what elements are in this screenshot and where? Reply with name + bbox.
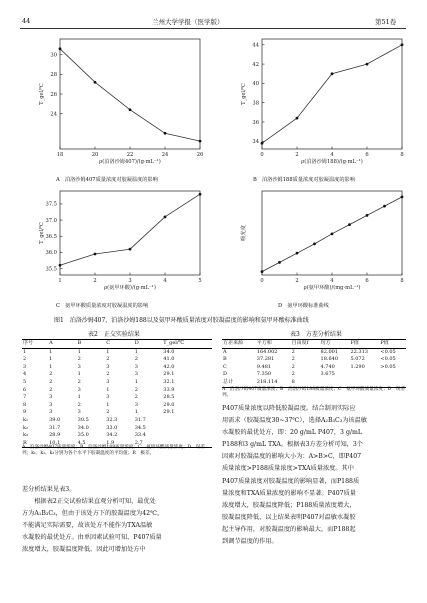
data-point: [278, 261, 281, 264]
y-tick-label: 26: [50, 91, 57, 98]
table3-header-cell: 平方和: [256, 340, 291, 349]
data-point: [199, 193, 202, 196]
data-point: [261, 270, 264, 273]
table2-cell: 2: [134, 356, 138, 363]
panel-a-caption: A 泊洛沙姆407质量浓度对胶凝温度的影响: [56, 177, 158, 183]
table2-cell: 1: [77, 394, 81, 401]
table3-row: [222, 364, 406, 372]
table2-header-cell: A: [48, 340, 77, 349]
table3-cell: 总计: [222, 379, 256, 387]
data-point: [401, 195, 404, 198]
table2-cell: 2: [77, 401, 81, 408]
chart-panel-a: [20, 33, 215, 183]
table2-cell: k₁: [23, 416, 29, 423]
x-tick-label: 3: [128, 278, 132, 284]
table2-cell: 3: [77, 363, 81, 370]
data-point: [129, 248, 132, 251]
table2-row: [22, 417, 212, 425]
y-tick-label: 24: [50, 111, 57, 118]
table3-cell: [320, 379, 350, 387]
right-paragraph: [222, 403, 412, 548]
table2-cell: 3: [77, 409, 81, 416]
table2-cell: 33.9: [163, 386, 175, 393]
table2-cell: 31.7: [134, 416, 146, 423]
table2-cell: 42.0: [163, 363, 175, 370]
right-text-line: 到调节温度的作用。: [222, 538, 278, 546]
chart-panel-b: [222, 33, 417, 183]
table3-cell: 1.290: [350, 363, 365, 370]
table3-cell: <0.05: [380, 356, 396, 363]
data-point: [366, 63, 369, 66]
table2-cell: 3: [49, 394, 53, 401]
data-point: [59, 47, 62, 50]
y-tick-label: 30: [50, 52, 57, 59]
y-tick-label: 28: [50, 72, 57, 79]
x-tick-label: 4: [163, 278, 167, 284]
table2-cell: 34.0: [163, 348, 175, 355]
left-text-line: 浓度增大，胶凝温度降低，因此可增加处方中: [22, 546, 146, 554]
x-tick-label: 5: [198, 278, 202, 284]
right-text-line: 水凝胶的最优处方，即：20 g/mL P407，3 g/mL: [222, 429, 362, 437]
table3-cell: 164.002: [256, 348, 278, 355]
data-point: [164, 132, 167, 135]
data-point: [348, 223, 351, 226]
table2-cell: 5: [23, 378, 27, 385]
x-tick-label: 2: [295, 278, 299, 284]
table2-header-cell: T_gel/℃: [162, 340, 212, 349]
table2-cell: 3: [106, 363, 110, 370]
y-axis-label: T_gel/℃: [39, 222, 45, 244]
x-axis-label: ρ(泊洛沙姆188)/(g·mL⁻¹): [301, 159, 363, 165]
y-axis-label: 吸光度: [241, 225, 247, 241]
table3-cell: [349, 379, 379, 387]
chart-panel-c: [20, 185, 215, 307]
y-tick-label: 34: [252, 139, 259, 146]
chart-panel-d: [222, 185, 417, 307]
table2-cell: 29.1: [163, 409, 175, 416]
table3-cell: 18.640: [320, 356, 339, 363]
table2-row: [22, 379, 212, 387]
table3-cell: [379, 379, 406, 387]
table2-cell: 2: [106, 371, 110, 378]
data-point: [383, 205, 386, 208]
table2-header-cell: 序号: [22, 340, 48, 349]
table2-title: 表2 正交实验结果: [88, 331, 140, 338]
table2-cell: 33.0: [106, 424, 118, 431]
series-line: [60, 194, 200, 265]
panel-c-caption: C 氨甲环酸质量浓度对胶凝温度的影响: [56, 303, 149, 309]
table3-cell: <0.05: [380, 348, 396, 355]
table3-cell: [379, 371, 406, 379]
x-tick-label: 2: [295, 152, 299, 158]
table2-cell: 31.7: [49, 424, 61, 431]
data-point: [296, 117, 299, 120]
table3-cell: C: [223, 363, 227, 370]
x-tick-label: 8: [400, 278, 404, 284]
figure-caption: 图1 泊洛沙姆407、泊洛沙姆188以及氨甲环酸质量浓度对胶凝温度的影响和氨甲环酸标准曲线: [54, 317, 309, 324]
table2-cell: 1.9: [105, 440, 134, 448]
table2-cell: k₂: [23, 424, 29, 431]
y-tick-label: 37.5: [45, 201, 57, 208]
table3-cell: 7.350: [256, 371, 272, 378]
right-text-line: P407质量浓度对胶凝温度的影响显著，而P188质: [222, 477, 360, 485]
plot-frame: [60, 39, 200, 149]
table2-cell: 32.1: [163, 378, 175, 385]
table2-row: [22, 387, 212, 395]
table2-cell: 1: [106, 401, 110, 408]
data-point: [331, 232, 334, 235]
table2-row: [22, 402, 212, 410]
table2-header-cell: C: [105, 340, 134, 349]
table3-cell: 9.481: [256, 363, 272, 370]
table3-cell: 22.313: [350, 348, 368, 355]
panel-b-caption: B 泊洛沙姆188质量浓度对胶凝温度的影响: [253, 177, 355, 183]
table3-note: A 泊洛沙姆407质量浓度；B 泊洛沙姆188质量浓度；C 氨甲环酸质量浓度；D 误差列。: [222, 387, 406, 399]
table2-cell: 1: [49, 356, 53, 363]
y-axis-label: T_gel/℃: [39, 83, 45, 105]
table2-cell: 9: [23, 409, 27, 416]
table3-row: [222, 356, 406, 364]
table2-cell: 1: [134, 348, 138, 355]
y-tick-label: 37.0: [45, 217, 57, 224]
x-tick-label: 8: [400, 152, 404, 158]
series-line: [262, 45, 402, 143]
table3-cell: 3.675: [320, 371, 335, 378]
table3-cell: 2: [291, 356, 295, 363]
y-tick-label: 40: [252, 81, 259, 88]
table2-cell: 32.3: [106, 416, 118, 423]
data-point: [59, 264, 62, 267]
table2-cell: 2: [49, 371, 53, 378]
x-tick-label: 24: [161, 152, 169, 158]
x-tick-label: 22: [126, 152, 134, 158]
y-tick-label: 36: [252, 119, 259, 126]
table3-cell: D: [223, 371, 228, 378]
table2-cell: 3: [23, 363, 27, 370]
table3-header-cell: P值: [379, 340, 406, 349]
table2-cell: 4: [23, 371, 27, 378]
table2-cell: 28.5: [163, 394, 175, 401]
x-tick-label: 26: [196, 152, 204, 158]
table2-cell: 10.1: [48, 440, 77, 448]
table2-cell: k₃: [23, 432, 29, 439]
table2-cell: 29.1: [163, 371, 175, 378]
table2-cell: 6: [23, 386, 27, 393]
table3-cell: 2: [291, 363, 295, 370]
data-point: [199, 140, 202, 143]
data-point: [296, 252, 299, 255]
table2-cell: 4.5: [77, 440, 106, 448]
table3-row: [222, 379, 406, 387]
y-tick-label: 36.0: [45, 250, 57, 257]
table3-cell: 4.740: [320, 363, 335, 370]
table2-cell: 1: [134, 409, 138, 416]
table2-cell: 35.0: [77, 432, 89, 439]
table2-row: [22, 409, 212, 417]
table2-cell: 3: [106, 378, 110, 385]
table2-cell: 3: [134, 401, 138, 408]
left-text-line: 水凝胶的最优处方。由单因素试验可知，P407质量: [22, 534, 162, 542]
table3-row: [222, 371, 406, 379]
table3-header-cell: 方差来源: [222, 340, 256, 349]
table3-cell: A: [223, 348, 227, 355]
table3-cell: 218.114: [256, 379, 291, 387]
table3-cell: B: [223, 356, 227, 363]
table2-cell: [162, 417, 212, 425]
table2-cell: 2: [134, 394, 138, 401]
table2-cell: 2: [77, 378, 81, 385]
table2-header-cell: D: [134, 340, 163, 349]
plot-frame: [60, 191, 200, 275]
x-tick-label: 6: [365, 152, 369, 158]
x-axis-label: ρ(氨甲环酸)/(mg·mL⁻¹): [303, 285, 361, 291]
table2-cell: 2: [23, 356, 27, 363]
series-line: [60, 49, 200, 141]
table2-cell: [162, 432, 212, 440]
table2-cell: 7: [23, 394, 27, 401]
y-tick-label: 44: [252, 42, 259, 49]
table2-row: [22, 394, 212, 402]
data-point: [313, 243, 316, 246]
x-axis-label: ρ(氨甲环酸)/(g·mL⁻¹): [104, 285, 156, 291]
table2-cell: 2: [49, 386, 53, 393]
table2-note: A 泊洛沙姆407质量浓度；B 泊洛沙姆188质量浓度；C 氨甲环酸质量浓度；D 误差列；k₁、k₂、k₃分别为各个水平下胶凝温度的平均值；R 极差。: [22, 445, 206, 457]
header-rule: [20, 28, 406, 29]
left-text-line: 不能满足实际需要，故该处方不能作为TXA温敏: [22, 522, 153, 530]
right-text-line: 浓度增大，胶凝温度降低；P188质量浓度增大，: [222, 501, 356, 509]
table3-cell: 37.281: [256, 356, 275, 363]
table2-cell: 3: [134, 363, 138, 370]
table2-cell: 3: [49, 409, 53, 416]
y-tick-label: 36.5: [45, 234, 57, 241]
x-tick-label: 1: [58, 278, 62, 284]
right-text-line: P188和3 g/mL TXA。根据表3方差分析可知，3个: [222, 441, 363, 449]
x-tick-label: 0: [260, 152, 264, 158]
table3-cell: 82.001: [320, 348, 339, 355]
journal-title: 兰州大学学报（医学版）: [152, 18, 224, 26]
table2-cell: 1: [49, 348, 53, 355]
x-tick-label: 6: [365, 278, 369, 284]
table3-header-cell: 自由度f: [291, 340, 320, 349]
table3-row: [222, 348, 406, 356]
table2-header-cell: B: [77, 340, 106, 349]
table3-cell: 2: [291, 348, 295, 355]
table2-cell: 1: [77, 348, 81, 355]
table2-cell: 30.5: [77, 416, 89, 423]
data-point: [94, 253, 97, 256]
table2-cell: 1: [106, 348, 110, 355]
table3-header-cell: F值: [349, 340, 379, 349]
table3-header-cell: 均方: [320, 340, 350, 349]
x-tick-label: 20: [91, 152, 99, 158]
right-text-line: 起主导作用，对胶凝温度的影响最大，而P188起: [222, 525, 356, 533]
x-tick-label: 0: [260, 278, 264, 284]
table2-row: [22, 432, 212, 440]
data-point: [401, 43, 404, 46]
y-tick-label: 42: [252, 61, 259, 68]
right-text-line: 用需求（胶凝温度30~37℃），选择A₂B₃C₃为该温敏: [222, 417, 367, 425]
table2-cell: R: [22, 440, 48, 448]
table3-cell: 5.072: [350, 356, 365, 363]
left-text-line: 根据表2正交试验结果直观分析可知，最优处: [22, 498, 156, 506]
table2: [22, 339, 212, 448]
plot-frame: [262, 39, 402, 149]
x-tick-label: 4: [330, 278, 334, 284]
x-axis-label: ρ(泊洛沙姆407)/(g·mL⁻¹): [99, 159, 161, 165]
table2-cell: 2: [77, 356, 81, 363]
table3-cell: 2: [291, 371, 295, 378]
right-text-line: P407质量浓度以降低胶凝温度。结合制剂实际应: [222, 405, 356, 412]
panel-d-caption: D 氨甲环酸标准曲线: [278, 303, 329, 309]
table2-cell: 2: [106, 356, 110, 363]
table2-row: [22, 364, 212, 372]
table2-cell: 2: [134, 386, 138, 393]
data-point: [261, 142, 264, 145]
y-tick-label: 35.5: [45, 266, 57, 273]
table3-cell: [349, 371, 379, 379]
table2-cell: 2.7: [134, 440, 163, 448]
right-text-line: 量浓度和TXA质量浓度的影响不显著。P407质量: [222, 489, 356, 497]
table2-cell: 3: [49, 401, 53, 408]
right-text-line: 因素对胶凝温度的影响大小为：A>B>C，即P407: [222, 453, 362, 461]
table3-cell: >0.05: [380, 363, 396, 370]
volume-label: 第51卷: [375, 18, 397, 26]
x-tick-label: 4: [330, 152, 334, 158]
x-tick-label: 2: [93, 278, 97, 284]
right-text-line: 质量浓度>P188质量浓度>TXA质量浓度。其中: [222, 465, 354, 473]
table2-cell: 2: [106, 409, 110, 416]
table2-cell: 1: [106, 386, 110, 393]
table2-cell: 1: [23, 348, 27, 355]
table2-cell: 8: [23, 401, 27, 408]
table2-cell: 33.4: [134, 432, 146, 439]
table2-row: [22, 371, 212, 379]
table2-row: [22, 356, 212, 364]
table2-cell: [162, 425, 212, 433]
left-text-line: 方为A₁B₃C₃，但由于该处方下的胶凝温度为42℃，: [22, 510, 164, 518]
data-point: [129, 108, 132, 111]
table2-cell: 1: [49, 363, 53, 370]
table2-cell: 39.0: [49, 416, 61, 423]
table2-cell: 34.0: [77, 424, 89, 431]
data-point: [366, 214, 369, 217]
table2-cell: 29.0: [163, 401, 175, 408]
data-point: [164, 215, 167, 218]
left-paragraph: [22, 484, 215, 557]
left-text-line: 差分析结果见表3。: [22, 486, 76, 493]
table2-cell: 1: [134, 378, 138, 385]
table3-title: 表3 方差分析结果: [290, 331, 342, 338]
table2-cell: 34.5: [134, 424, 146, 431]
table2-cell: 3: [106, 394, 110, 401]
table2-cell: 34.2: [106, 432, 118, 439]
table2-row: [22, 348, 212, 356]
x-tick-label: 18: [56, 152, 64, 158]
data-point: [331, 72, 334, 75]
table2-cell: 28.9: [49, 432, 61, 439]
table2-cell: 1: [77, 371, 81, 378]
table2-row: [22, 425, 212, 433]
table2-cell: 3: [134, 371, 138, 378]
table2-cell: 2: [49, 378, 53, 385]
y-tick-label: 38: [252, 100, 259, 107]
y-axis-label: T_gel/℃: [241, 83, 247, 105]
table3: [222, 339, 406, 388]
table2-cell: 41.0: [163, 356, 175, 363]
table3-cell: 8: [291, 379, 320, 387]
page-number: 44: [22, 17, 31, 25]
table2-cell: 3: [77, 386, 81, 393]
right-text-line: 胶凝温度降低，以上结果表明P407对温敏水凝胶: [222, 513, 356, 521]
data-point: [94, 81, 97, 84]
